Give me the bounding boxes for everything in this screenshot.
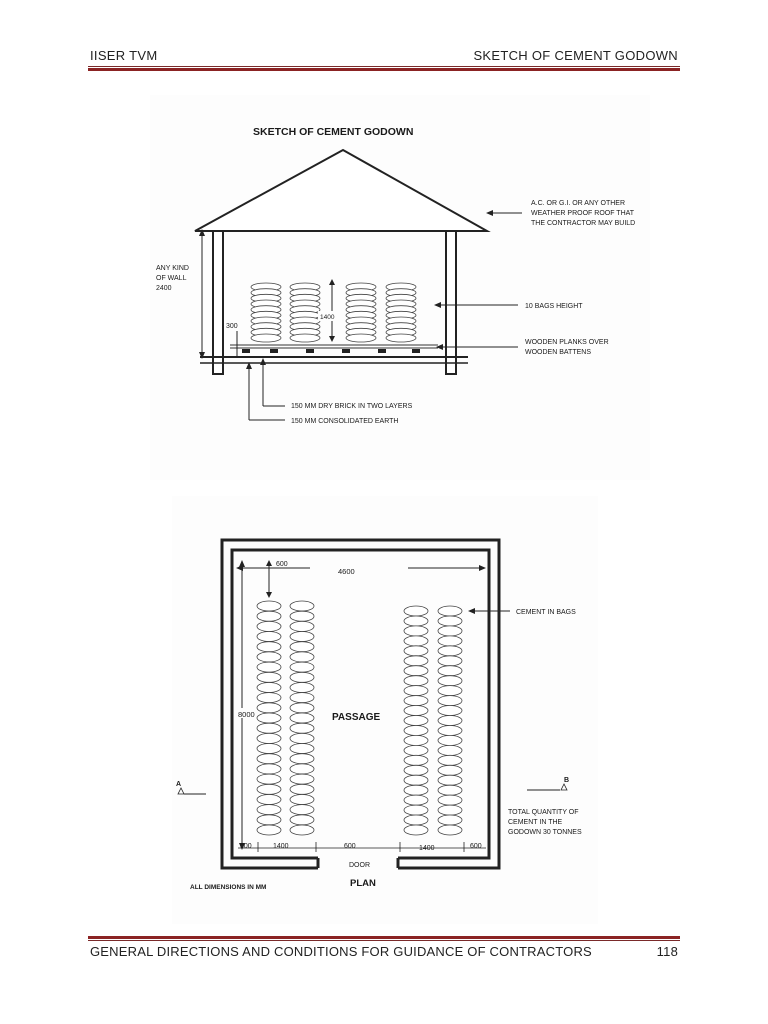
cement-bag: [404, 676, 428, 686]
cement-bag: [404, 696, 428, 706]
bag-stack-3: [346, 283, 376, 342]
wall-note-3: 2400: [156, 285, 172, 292]
cement-bag: [290, 744, 314, 754]
cement-bag: [290, 805, 314, 815]
cement-bag: [404, 745, 428, 755]
cement-bag: [257, 815, 281, 825]
dim-8000: 8000: [238, 710, 255, 719]
cement-bag: [257, 754, 281, 764]
cement-bag: [404, 805, 428, 815]
cement-bag: [257, 784, 281, 794]
cement-bag: [290, 825, 314, 835]
bottom-dim-5: 600: [470, 843, 482, 850]
roof-note-2: WEATHER PROOF ROOF THAT: [531, 210, 635, 217]
bag-column-3: [404, 606, 428, 835]
footer-rule-thick: [88, 936, 680, 939]
cement-bag: [257, 683, 281, 693]
cement-bag: [290, 713, 314, 723]
cement-bag: [404, 666, 428, 676]
left-wall: [213, 231, 223, 374]
cement-bag: [386, 334, 416, 342]
cement-bag: [290, 733, 314, 743]
cement-bag: [438, 755, 462, 765]
cement-bag: [257, 744, 281, 754]
cement-bag: [257, 723, 281, 733]
bags-height-note: 10 BAGS HEIGHT: [525, 303, 583, 310]
cement-bag: [257, 672, 281, 682]
cement-bag: [290, 703, 314, 713]
cement-bag: [290, 672, 314, 682]
section-sketch: [150, 95, 650, 480]
cement-bag: [290, 764, 314, 774]
bag-column-4: [438, 606, 462, 835]
cement-bag: [257, 693, 281, 703]
quantity-note-3: GODOWN 30 TONNES: [508, 829, 582, 836]
cement-bag: [257, 642, 281, 652]
cement-bag: [346, 334, 376, 342]
cement-bag: [404, 656, 428, 666]
roof-note-1: A.C. OR G.I. OR ANY OTHER: [531, 200, 625, 207]
cement-label: CEMENT IN BAGS: [516, 609, 576, 616]
cement-bag: [438, 735, 462, 745]
cement-bag: [290, 334, 320, 342]
bag-stack-2: [290, 283, 320, 342]
bag-column-2: [290, 601, 314, 835]
header-right: SKETCH OF CEMENT GODOWN: [473, 48, 678, 63]
cement-bag: [257, 795, 281, 805]
cement-bag: [438, 646, 462, 656]
bag-stack-4: [386, 283, 416, 342]
cement-bag: [404, 825, 428, 835]
cement-bag: [438, 636, 462, 646]
bag-stack-1: [251, 283, 281, 342]
marker-b: B: [564, 777, 570, 784]
cement-bag: [404, 636, 428, 646]
plan-title: PLAN: [350, 878, 376, 889]
cement-bag: [404, 755, 428, 765]
cement-bag: [257, 764, 281, 774]
cement-bag: [257, 621, 281, 631]
cement-bag: [290, 774, 314, 784]
cement-bag: [290, 723, 314, 733]
dim-600-top: 600: [276, 561, 288, 568]
cement-bag: [404, 706, 428, 716]
wall-note-2: OF WALL: [156, 275, 187, 282]
bottom-dim-2: 1400: [273, 843, 289, 850]
marker-a: A: [176, 781, 182, 788]
header-rule-thick: [88, 68, 680, 71]
cement-bag: [290, 784, 314, 794]
header-left: IISER TVM: [90, 48, 158, 63]
cement-bag: [438, 785, 462, 795]
cement-bag: [257, 713, 281, 723]
passage-label: PASSAGE: [332, 712, 381, 723]
cement-bag: [257, 825, 281, 835]
cement-bag: [290, 652, 314, 662]
page-number: 118: [656, 944, 678, 959]
cement-bag: [404, 626, 428, 636]
cement-bag: [290, 621, 314, 631]
footer-rule-thin: [88, 940, 680, 941]
cement-bag: [290, 683, 314, 693]
cement-bag: [290, 795, 314, 805]
cement-bag: [438, 775, 462, 785]
bottom-dim-1: 600: [240, 843, 252, 850]
cement-bag: [257, 703, 281, 713]
cement-bag: [290, 662, 314, 672]
cement-bag: [438, 686, 462, 696]
cement-bag: [438, 666, 462, 676]
cement-bag: [438, 815, 462, 825]
cement-bag: [290, 693, 314, 703]
cement-bag: [404, 646, 428, 656]
quantity-note-1: TOTAL QUANTITY OF: [508, 809, 579, 816]
section-title: SKETCH OF CEMENT GODOWN: [253, 126, 414, 138]
cement-bag: [290, 754, 314, 764]
cement-bag: [257, 652, 281, 662]
cement-bag: [290, 601, 314, 611]
cement-bag: [257, 601, 281, 611]
door-label: DOOR: [349, 862, 370, 869]
cement-bag: [257, 805, 281, 815]
cement-bag: [404, 795, 428, 805]
cement-bag: [290, 815, 314, 825]
cement-bag: [438, 616, 462, 626]
cement-bag: [438, 795, 462, 805]
cement-bag: [404, 785, 428, 795]
cement-bag: [290, 611, 314, 621]
bag-column-1: [257, 601, 281, 835]
cement-bag: [257, 662, 281, 672]
cement-bag: [404, 726, 428, 736]
bottom-dim-4: 1400: [419, 845, 435, 852]
cement-bag: [438, 825, 462, 835]
planks-note-2: WOODEN BATTENS: [525, 349, 591, 356]
cement-bag: [438, 805, 462, 815]
cement-bag: [404, 815, 428, 825]
bottom-dim-3: 600: [344, 843, 356, 850]
cement-bag: [404, 686, 428, 696]
cement-bag: [257, 733, 281, 743]
roof-note-3: THE CONTRACTOR MAY BUILD: [531, 220, 636, 227]
cement-bag: [404, 716, 428, 726]
cement-bag: [251, 334, 281, 342]
units-note: ALL DIMENSIONS IN MM: [190, 884, 267, 891]
header-rule-thin: [88, 66, 680, 67]
cement-bag: [438, 656, 462, 666]
cement-bag: [257, 632, 281, 642]
footer-text: GENERAL DIRECTIONS AND CONDITIONS FOR GUIDANCE OF CONTRACTORS: [90, 944, 592, 959]
cement-bag: [290, 632, 314, 642]
quantity-note-2: CEMENT IN THE: [508, 819, 563, 826]
cement-bag: [404, 616, 428, 626]
earth-note: 150 MM CONSOLIDATED EARTH: [291, 418, 399, 425]
cement-bag: [257, 774, 281, 784]
cement-bag: [438, 676, 462, 686]
dim-1400: 1400: [320, 314, 335, 321]
cement-bag: [438, 726, 462, 736]
cement-bag: [438, 716, 462, 726]
right-wall: [446, 231, 456, 374]
cement-bag: [290, 642, 314, 652]
cement-bag: [257, 611, 281, 621]
dim-300: 300: [226, 323, 238, 330]
plan-drawing: [172, 496, 598, 924]
brick-note: 150 MM DRY BRICK IN TWO LAYERS: [291, 403, 413, 410]
planks-note-1: WOODEN PLANKS OVER: [525, 339, 609, 346]
cement-bag: [438, 626, 462, 636]
cement-bag: [404, 735, 428, 745]
cement-bag: [438, 706, 462, 716]
cement-bag: [438, 765, 462, 775]
cement-bag: [404, 765, 428, 775]
cement-bag: [438, 696, 462, 706]
cement-bag: [404, 775, 428, 785]
cement-bag: [404, 606, 428, 616]
dim-4600: 4600: [338, 567, 355, 576]
cement-bag: [438, 606, 462, 616]
cement-bag: [438, 745, 462, 755]
wall-note-1: ANY KIND: [156, 265, 189, 272]
